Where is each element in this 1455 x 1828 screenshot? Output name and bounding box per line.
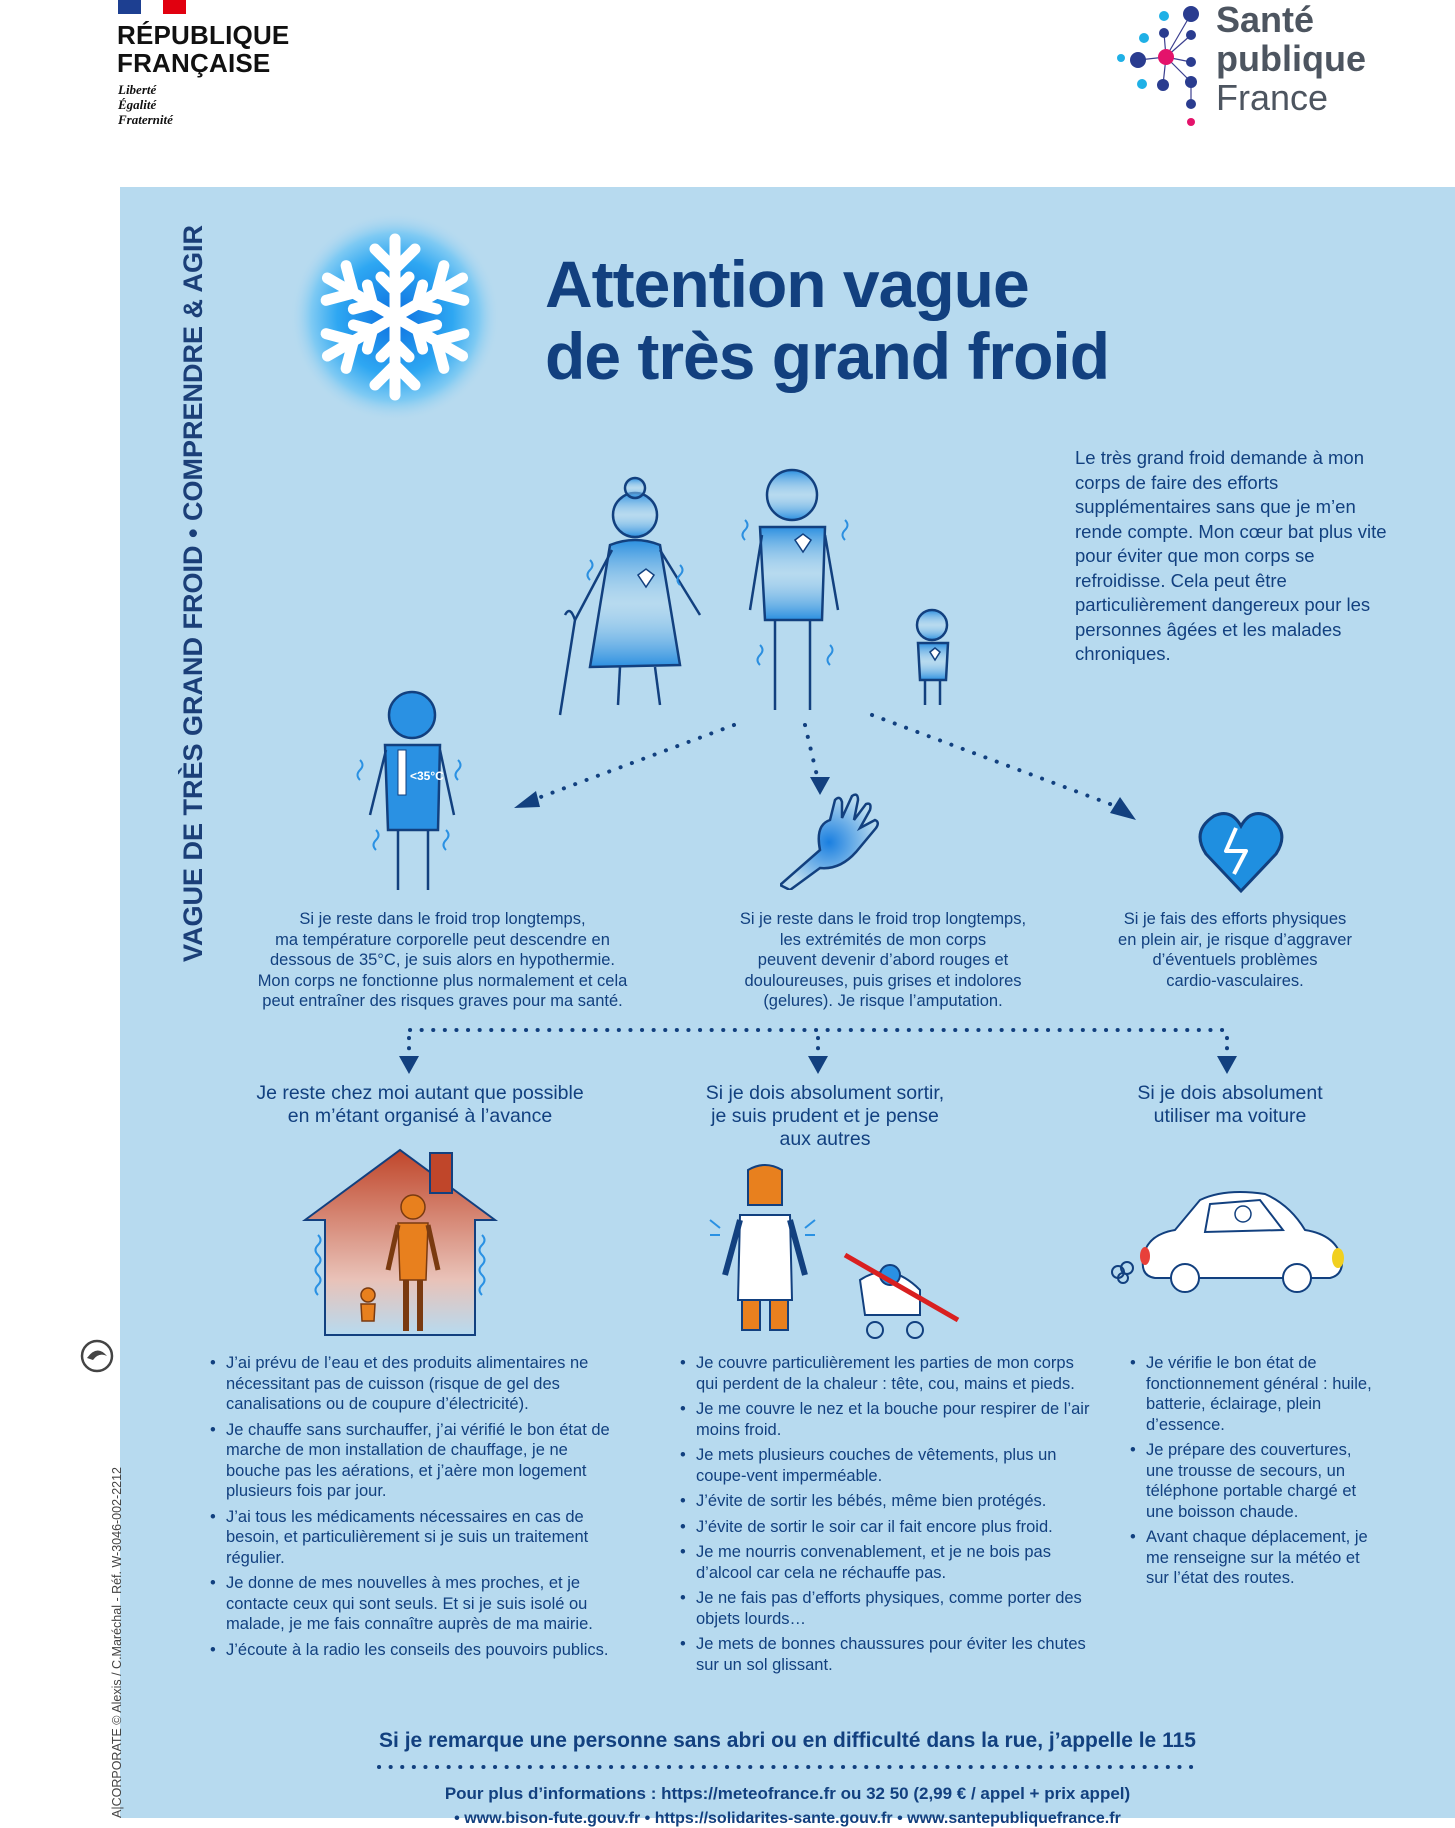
- action-title-home: Je reste chez moi autant que possible en m’étant organisé à l’avance: [256, 1082, 584, 1127]
- republique-motto: Liberté Égalité Fraternité: [118, 82, 173, 127]
- poster-title: Attention vague de très grand froid: [545, 247, 1110, 393]
- svg-text:<35°C: <35°C: [410, 769, 444, 783]
- risk-caption-frostbite: Si je reste dans le froid trop longtemps, les extrémités de mon corps peuvent devenir d’abord rouges et douloureuses, puis grises et indolores (gelures). Je risque l’amputation.: [739, 910, 1027, 1010]
- action-title-car: Si je dois absolument utiliser ma voiture: [1137, 1082, 1323, 1127]
- republique-flag: [118, 0, 186, 14]
- sante-publique-france-logo-icon: [1116, 0, 1216, 130]
- bullet-list-outside: • Je couvre particulièrement les parties de mon corps qui perdent de la chaleur : tête, cou, mains et pieds. • Je me couvre le nez et la bouche pour respirer de l’air moins froid. • Je mets plusieurs couches de vêtements, plus un coupe-vent imperméable. • J’évite de sortir les bébés, même bien protégés. • J’évite de sortir le soir car il fait encore plus froid. • Je me nourris convenablement, et je ne bois pas d’alcool car cela ne réchauffe pas. • Je ne fais pas d’efforts physiques, comme porter des objets lourds… • Je mets de bonnes chaussures pour éviter les chutes sur un sol glissant.: [680, 1353, 1100, 1680]
- broken-heart-icon: [1196, 806, 1286, 896]
- dotted-divider-arrows: [390, 1022, 1240, 1078]
- risk-caption-cardio: Si je fais des efforts physiques en plein air, je risque d’aggraver d’éventuels problèmes cardio-vasculaires.: [1118, 910, 1352, 990]
- people-group-illustration: [530, 455, 970, 720]
- more-info-line: Pour plus d’informations : https://meteofrance.fr ou 32 50 (2,99 € / appel + prix appel): [444, 1784, 1131, 1803]
- risk-caption-hypothermia: Si je reste dans le froid trop longtemps, ma température corporelle peut descendre en dessous de 35°C, je suis alors en hypothermie. Mon corps ne fonctionne plus normalement et cela peut entraîner des risques graves pour ma santé.: [257, 910, 628, 1010]
- intro-paragraph: Le très grand froid demande à mon corps de faire des efforts supplémentaires sans que je m’en rende compte. Mon cœur bat plus vite pour éviter que mon corps se refroidisse. Cela peut être particulièrement dangereux pour les personnes âgées et les malades chroniques.: [1075, 447, 1387, 664]
- snowflake-icon: [290, 212, 500, 422]
- warm-house-illustration: [300, 1145, 500, 1340]
- homeless-alert: Si je remarque une personne sans abri ou en difficulté dans la rue, j’appelle le 115: [379, 1729, 1196, 1752]
- dressed-person-stroller-illustration: [690, 1160, 970, 1340]
- republique-francaise-name: RÉPUBLIQUE FRANÇAISE: [117, 20, 290, 78]
- imprim-vert-icon: [79, 1338, 115, 1374]
- sante-publique-france-name: Santé publique France: [1216, 0, 1366, 118]
- dotted-divider-bottom: [375, 1762, 1205, 1772]
- frostbite-hand-illustration: [780, 790, 900, 890]
- more-info-links: • www.bison-fute.gouv.fr • https://solidarites-sante.gouv.fr • www.santepubliquefrance.fr: [454, 1810, 1121, 1827]
- car-illustration: [1105, 1180, 1350, 1300]
- vertical-credit: A|CORPORATE © Alexis / C.Maréchal - Réf. W-3046-002-2212: [110, 1466, 124, 1818]
- bullet-list-home: • J’ai prévu de l’eau et des produits alimentaires ne nécessitant pas de cuisson (risque de gel des canalisations ou de coupure d’électricité). • Je chauffe sans surchauffer, j’ai vérifié le bon état de marche de mon installation de chauffage, je ne bouche pas les aérations, et j’aère mon logement plusieurs fois par jour. • J’ai tous les médicaments nécessaires en cas de besoin, et particulièrement si je suis un traitement régulier. • Je donne de mes nouvelles à mes proches, et je contacte ceux qui sont seuls. Et si je suis isolé ou malade, je me fais connaître auprès de ma mairie. • J’écoute à la radio les conseils des pouvoirs publics.: [210, 1353, 610, 1665]
- bullet-list-car: • Je vérifie le bon état de fonctionnement général : huile, batterie, éclairage, plein d’essence. • Je prépare des couvertures, une trousse de secours, un téléphone portable chargé et une boisson chaude. • Avant chaque déplacement, je me renseigne sur la météo et sur l’état des routes.: [1130, 1353, 1380, 1594]
- action-title-outside: Si je dois absolument sortir, je suis prudent et je pense aux autres: [705, 1082, 945, 1150]
- emergency-number: 115: [1162, 1729, 1196, 1752]
- vertical-poster-title: VAGUE DE TRÈS GRAND FROID • COMPRENDRE & AGIR: [178, 225, 208, 962]
- hypothermia-figure-illustration: [350, 680, 470, 895]
